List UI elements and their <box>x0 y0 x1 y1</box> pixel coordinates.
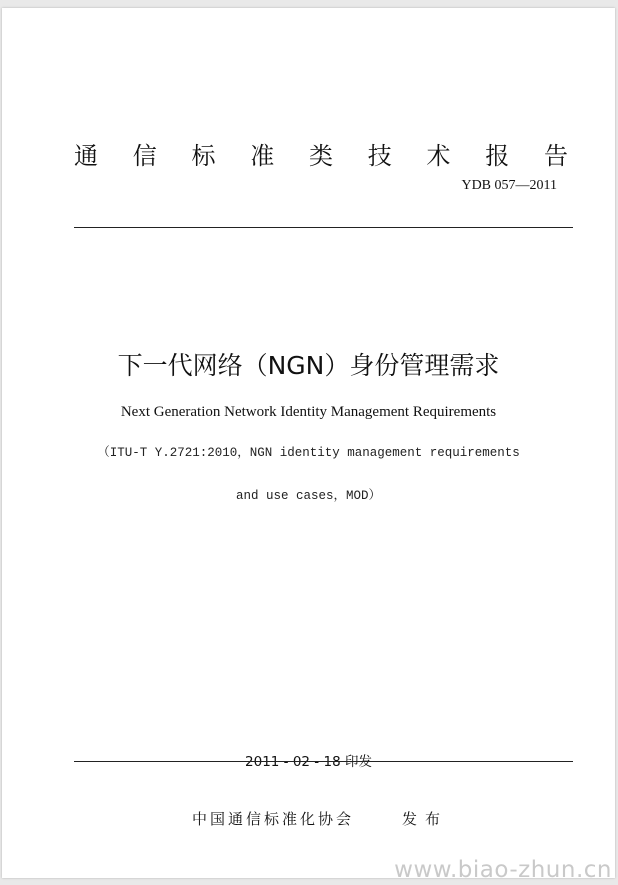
adoption-note-line-2: and use cases，MOD） <box>235 489 382 503</box>
series-char: 信 <box>132 142 157 170</box>
series-char: 报 <box>485 142 510 170</box>
document-title-english: Next Generation Network Identity Management Requirements <box>120 404 497 420</box>
standard-code: YDB 057—2011 <box>461 178 557 193</box>
document-page <box>2 8 615 878</box>
series-char: 告 <box>544 142 568 170</box>
series-char: 准 <box>250 142 275 170</box>
site-watermark: www.biao-zhun.cn <box>394 857 612 883</box>
adoption-note-line-1: （ITU-T Y.2721:2010，NGN identity management requirements <box>97 446 520 460</box>
footer-divider <box>74 761 573 762</box>
series-char: 术 <box>426 142 451 170</box>
series-char: 标 <box>191 142 216 170</box>
print-date: 2011 - 02 - 18 印发 <box>245 754 372 770</box>
header-divider <box>74 227 573 228</box>
report-series-title <box>74 136 568 171</box>
series-char: 类 <box>309 142 333 170</box>
publisher-name: 中国通信标准化协会 <box>192 810 355 828</box>
publish-label: 发布 <box>402 810 449 828</box>
document-title-chinese: 下一代网络（NGN）身份管理需求 <box>117 351 500 380</box>
series-char: 通 <box>74 142 98 170</box>
series-char: 技 <box>367 142 392 170</box>
